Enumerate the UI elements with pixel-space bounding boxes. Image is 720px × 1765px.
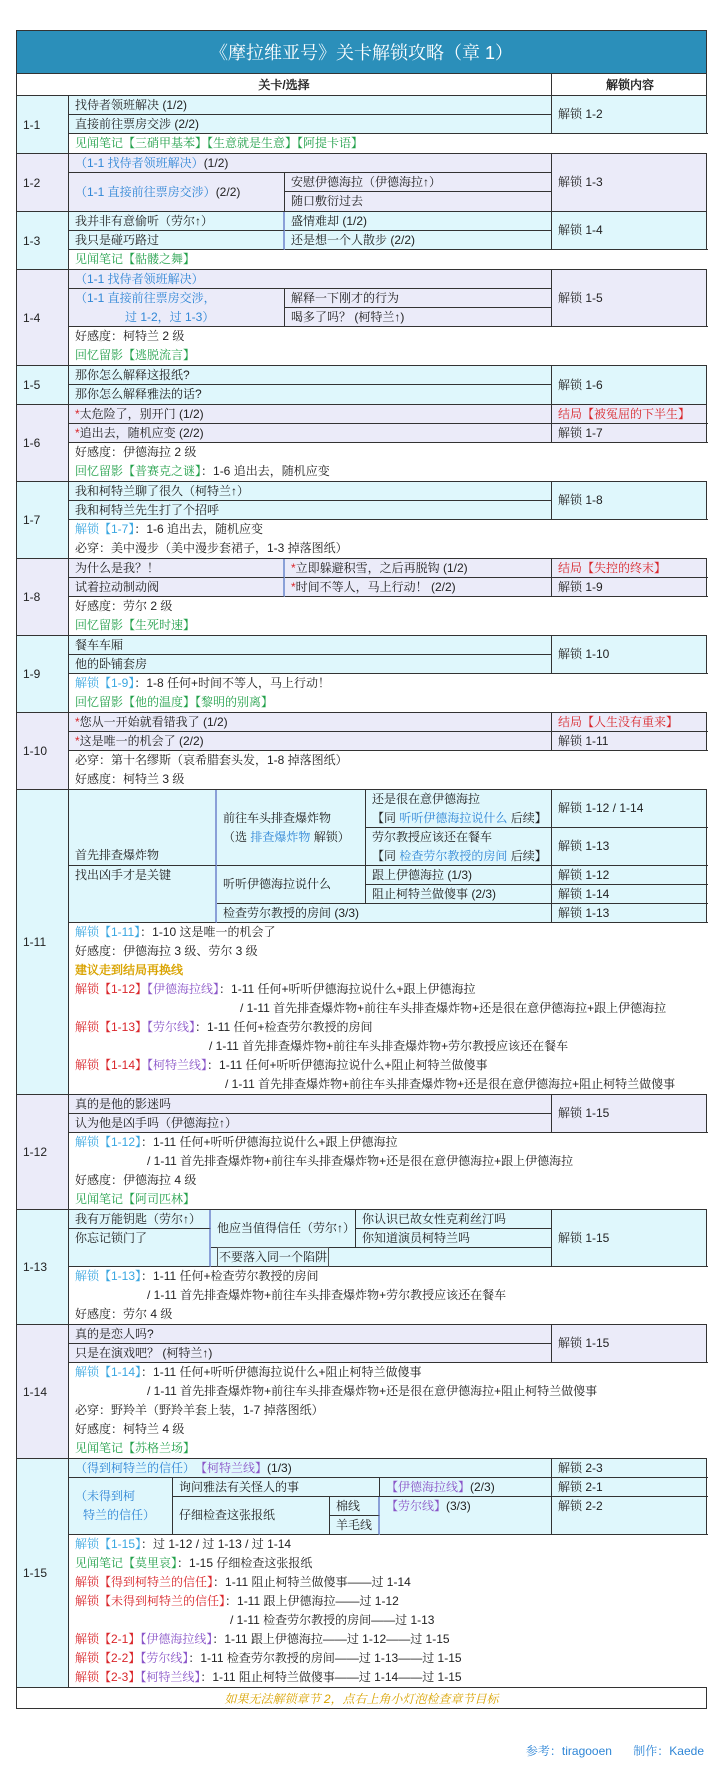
credits <box>526 1742 704 1759</box>
note-line: 解锁【未得到柯特兰的信任】：1-11 跟上伊德海拉——过 1-12 <box>75 1594 399 1608</box>
note-line: 解锁【1-13】【劳尔线】：1-11 任何+检查劳尔教授的房间 <box>75 1020 373 1034</box>
unlock-result: 解锁 1-9 <box>552 578 708 597</box>
choice: 安慰伊德海拉（伊德海拉↑） <box>285 173 552 192</box>
unlock-result: 解锁 1-15 <box>552 1325 708 1363</box>
unlock-result: 解锁 2-2 <box>552 1497 708 1535</box>
choice: 你知道演员柯特兰吗 <box>356 1229 552 1248</box>
unlock-result: 解锁 1-4 <box>552 212 708 250</box>
choice: * 您从一开始就看错我了 (1/2) <box>69 713 552 732</box>
choice: 仔细检查这张报纸 <box>173 1497 330 1535</box>
ending-result: 结局【被冤屈的下半生】 <box>552 405 708 424</box>
note-line: 必穿：美中漫步（美中漫步套裙子，1-3 掉落图纸） <box>75 541 348 555</box>
unlock-result: 解锁 1-14 <box>552 885 708 904</box>
unlock-result: 解锁 2-3 <box>552 1459 708 1478</box>
choice: 你忘记锁门了 <box>69 1229 211 1267</box>
ending-result: 结局【人生没有重来】 <box>552 713 708 732</box>
choice: 真的是恋人吗? <box>69 1325 552 1344</box>
choice: 棉线 <box>330 1497 380 1516</box>
note-line: 回忆留影【逃脱流言】 <box>75 348 196 362</box>
choice: 他应当值得信任（劳尔↑） <box>211 1210 356 1248</box>
level-id: 1-8 <box>17 559 69 635</box>
level-1-1 <box>17 96 706 154</box>
choice: （得到柯特兰的信任） 【柯特兰线】 (1/3) <box>69 1459 552 1478</box>
maker-credit: 制作：Kaede <box>633 1744 704 1758</box>
choice: 还是很在意伊德海拉 【同 听听伊德海拉说什么 后续】 <box>366 790 552 828</box>
level-1-4 <box>17 270 706 366</box>
choice: （1-1 找侍者领班解决） <box>69 270 552 289</box>
note-line: 解锁【1-7】：1-6 追出去，随机应变 <box>75 522 264 536</box>
choice: 劳尔教授应该还在餐车 【同 检查劳尔教授的房间 后续】 <box>366 828 552 866</box>
level-1-2 <box>17 154 706 212</box>
footer-tip: 如果无法解锁章节 2，点右上角小灯泡检查章节目标 <box>224 1691 499 1706</box>
route-result: 【劳尔线】 (3/3) <box>380 1497 552 1535</box>
note-line: / 1-11 首先排查爆炸物+前往车头排查爆炸物+还是很在意伊德海拉+跟上伊德海拉 <box>240 1001 667 1015</box>
choice: * 太危险了，别开门 (1/2) <box>69 405 552 424</box>
note-line: / 1-11 首先排查爆炸物+前往车头排查爆炸物+劳尔教授应该还在餐车 <box>147 1288 507 1302</box>
choice: * 追出去，随机应变 (2/2) <box>69 424 552 443</box>
level-id: 1-11 <box>17 790 69 1094</box>
level-1-12 <box>17 1095 706 1210</box>
note-line: 见闻笔记【苏格兰场】 <box>75 1441 196 1455</box>
note-line: 解锁【1-11】：1-10 这是唯一的机会了 <box>75 925 276 939</box>
unlock-result: 解锁 1-12 <box>552 866 708 885</box>
header-level-choice: 关卡/选择 <box>17 74 552 95</box>
note-line: 好感度：劳尔 4 级 <box>75 1307 173 1321</box>
level-1-13 <box>17 1210 706 1325</box>
level-1-5 <box>17 366 706 405</box>
note-line: 回忆留影【普赛克之谜】：1-6 追出去，随机应变 <box>75 464 330 478</box>
note-line: 回忆留影【生死时速】 <box>75 618 196 632</box>
note-line: / 1-11 首先排查爆炸物+前往车头排查爆炸物+还是很在意伊德海拉+阻止柯特兰做傻事 <box>147 1384 598 1398</box>
choice: 认为他是凶手吗（伊德海拉↑） <box>69 1114 552 1133</box>
level-id: 1-3 <box>17 212 69 269</box>
choice: * 立即躲避积雪，之后再脱钩 (1/2) <box>285 559 552 578</box>
level-1-7 <box>17 482 706 559</box>
unlock-result: 解锁 1-2 <box>552 96 708 134</box>
note-line: / 1-11 首先排查爆炸物+前往车头排查爆炸物+劳尔教授应该还在餐车 <box>209 1039 569 1053</box>
choice: 我和柯特兰先生打了个招呼 <box>69 501 552 520</box>
reference-credit: 参考：tiragooen <box>525 1744 612 1758</box>
level-id: 1-7 <box>17 482 69 558</box>
level-1-15 <box>17 1459 706 1688</box>
choice: （1-1 找侍者领班解决） (1/2) <box>69 154 552 173</box>
level-id: 1-10 <box>17 713 69 789</box>
unlock-result: 解锁 1-12 / 1-14 <box>552 790 708 828</box>
note-line: 解锁【得到柯特兰的信任】：1-11 阻止柯特兰做傻事——过 1-14 <box>75 1575 411 1589</box>
choice: 他的卧铺套房 <box>69 655 552 674</box>
note-line: 见闻笔记【骷髅之舞】 <box>75 252 196 266</box>
choice: （1-1 直接前往票房交涉） (2/2) <box>69 173 285 211</box>
choice: 我只是碰巧路过 <box>69 231 285 250</box>
unlock-result: 解锁 1-15 <box>552 1210 708 1267</box>
choice: 直接前往票房交涉 (2/2) <box>69 115 552 134</box>
level-id: 1-4 <box>17 270 69 365</box>
note-line: 解锁【2-3】【柯特兰线】：1-11 阻止柯特兰做傻事——过 1-14——过 1-15 <box>75 1670 462 1684</box>
unlock-result: 解锁 1-3 <box>558 175 603 189</box>
note-line: 解锁【2-2】【劳尔线】：1-11 检查劳尔教授的房间——过 1-13——过 1-15 <box>75 1651 462 1665</box>
choice: 喝多了吗？ (柯特兰↑) <box>285 308 552 327</box>
note-line: 必穿：第十名缪斯（哀希腊套头发，1-8 掉落图纸） <box>75 753 348 767</box>
unlock-result: 解锁 1-13 <box>552 904 708 923</box>
note-line: 解锁【1-15】：过 1-12 / 过 1-13 / 过 1-14 <box>75 1537 292 1551</box>
choice: 只是在演戏吧？ (柯特兰↑) <box>69 1344 552 1363</box>
choice: 解释一下刚才的行为 <box>285 289 552 308</box>
note-line: / 1-11 首先排查爆炸物+前往车头排查爆炸物+还是很在意伊德海拉+跟上伊德海拉 <box>147 1154 574 1168</box>
choice: 前往车头排查爆炸物 （选 排查爆炸物 解锁） <box>217 790 366 866</box>
unlock-result: 解锁 1-15 <box>552 1095 708 1133</box>
choice: 我并非有意偷听（劳尔↑） <box>69 212 285 231</box>
choice: 找侍者领班解决 (1/2) <box>69 96 552 115</box>
level-id: 1-9 <box>17 636 69 712</box>
level-id: 1-5 <box>17 366 69 404</box>
note-line: 好感度：伊德海拉 4 级 <box>75 1173 197 1187</box>
unlock-result: 解锁 1-5 <box>552 270 708 327</box>
unlock-result: 解锁 1-8 <box>552 482 708 520</box>
unlock-result: 解锁 1-11 <box>552 732 708 751</box>
choice: 检查劳尔教授的房间 (3/3) <box>217 904 552 923</box>
unlock-result: 解锁 1-6 <box>558 377 603 392</box>
choice: 找出凶手才是关键 <box>69 866 217 923</box>
level-id: 1-12 <box>17 1095 69 1209</box>
note-line: 好感度：伊德海拉 3 级、劳尔 3 级 <box>75 944 258 958</box>
level-id: 1-1 <box>17 96 69 153</box>
level-id: 1-6 <box>17 405 69 481</box>
note-line: 解锁【1-12】【伊德海拉线】：1-11 任何+听听伊德海拉说什么+跟上伊德海拉 <box>75 982 476 996</box>
level-1-9 <box>17 636 706 713</box>
note-line: 回忆留影【他的温度】【黎明的别离】 <box>75 695 274 709</box>
note-line: 见闻笔记【莫里哀】：1-15 仔细检查这张报纸 <box>75 1556 313 1570</box>
choice: * 这是唯一的机会了 (2/2) <box>69 732 552 751</box>
unlock-result: 解锁 1-7 <box>552 424 708 443</box>
choice: 首先排查爆炸物 <box>69 790 217 866</box>
choice: 询问雅法有关怪人的事 <box>173 1478 380 1497</box>
unlock-result: 解锁 2-1 <box>552 1478 708 1497</box>
choice: 为什么是我？！ <box>69 559 285 578</box>
note-line: 好感度：柯特兰 2 级 <box>75 329 185 343</box>
choice: 阻止柯特兰做傻事 (2/3) <box>366 885 552 904</box>
level-1-14 <box>17 1325 706 1459</box>
choice: 我有万能钥匙（劳尔↑） <box>69 1210 211 1229</box>
note-line: 解锁【1-14】：1-11 任何+听听伊德海拉说什么+阻止柯特兰做傻事 <box>75 1365 422 1379</box>
page-title: 《摩拉维亚号》关卡解锁攻略（章 1） <box>17 31 706 74</box>
choice: 那你怎么解释这报纸? <box>69 366 552 385</box>
header-unlock: 解锁内容 <box>605 78 654 92</box>
choice: 盛情难却 (1/2) <box>285 212 552 231</box>
choice: 试着拉动制动阀 <box>69 578 285 597</box>
level-id: 1-2 <box>17 154 69 211</box>
choice: 随口敷衍过去 <box>285 192 552 211</box>
unlock-result: 解锁 1-10 <box>552 636 708 674</box>
note-line: / 1-11 检查劳尔教授的房间——过 1-13 <box>230 1613 435 1627</box>
ending-result: 结局【失控的终末】 <box>552 559 708 578</box>
note-line: 好感度：柯特兰 4 级 <box>75 1422 185 1436</box>
route-result: 【伊德海拉线】 (2/3) <box>380 1478 552 1497</box>
level-1-10 <box>17 713 706 790</box>
note-line: 解锁【1-12】：1-11 任何+听听伊德海拉说什么+跟上伊德海拉 <box>75 1135 398 1149</box>
choice: 羊毛线 <box>330 1516 380 1535</box>
level-1-11 <box>17 790 706 1095</box>
choice: 那你怎么解释雅法的话? <box>69 385 552 404</box>
note-line: 解锁【1-14】【柯特兰线】：1-11 任何+听听伊德海拉说什么+阻止柯特兰做傻事 <box>75 1058 488 1072</box>
note-line: 好感度：劳尔 2 级 <box>75 599 173 613</box>
choice: 真的是他的影迷吗 <box>69 1095 552 1114</box>
choice: 听听伊德海拉说什么 <box>217 866 366 904</box>
level-id: 1-15 <box>17 1459 69 1687</box>
choice: 餐车车厢 <box>69 636 552 655</box>
choice: 还是想一个人散步 (2/2) <box>285 231 552 250</box>
guide-table <box>16 30 707 1709</box>
note-line: 必穿：野羚羊（野羚羊套上装，1-7 掉落图纸） <box>75 1403 324 1417</box>
note-line: / 1-11 首先排查爆炸物+前往车头排查爆炸物+还是很在意伊德海拉+阻止柯特兰做傻事 <box>225 1077 676 1091</box>
note-line: 见闻笔记【阿司匹林】 <box>75 1192 196 1206</box>
level-1-3 <box>17 212 706 270</box>
unlock-result: 解锁 1-13 <box>552 828 708 866</box>
choice: 跟上伊德海拉 (1/3) <box>366 866 552 885</box>
level-1-8 <box>17 559 706 636</box>
table-header <box>17 74 706 96</box>
level-id: 1-13 <box>17 1210 69 1324</box>
choice: 不要落入同一个陷阱 <box>211 1248 552 1267</box>
choice: （未得到柯 特兰的信任） <box>69 1478 173 1535</box>
level-1-6 <box>17 405 706 482</box>
note-line: 见闻笔记【三硝甲基苯】【生意就是生意】【阿提卡语】 <box>75 136 364 150</box>
note-line: 好感度：柯特兰 3 级 <box>75 772 185 786</box>
choice: 我和柯特兰聊了很久（柯特兰↑） <box>69 482 552 501</box>
note-line: 好感度：伊德海拉 2 级 <box>75 445 197 459</box>
note-line: 解锁【1-13】：1-11 任何+检查劳尔教授的房间 <box>75 1269 319 1283</box>
level-id: 1-14 <box>17 1325 69 1458</box>
choice: 你认识已故女性克莉丝汀吗 <box>356 1210 552 1229</box>
note-line: 解锁【2-1】【伊德海拉线】：1-11 跟上伊德海拉——过 1-12——过 1-15 <box>75 1632 450 1646</box>
note-line: 解锁【1-9】：1-8 任何+时间不等人，马上行动！ <box>75 676 331 690</box>
tip-line: 建议走到结局再换线 <box>75 963 184 977</box>
choice: （1-1 直接前往票房交涉， 过 1-2，过 1-3） <box>69 289 285 327</box>
choice: * 时间不等人，马上行动！ (2/2) <box>285 578 552 597</box>
